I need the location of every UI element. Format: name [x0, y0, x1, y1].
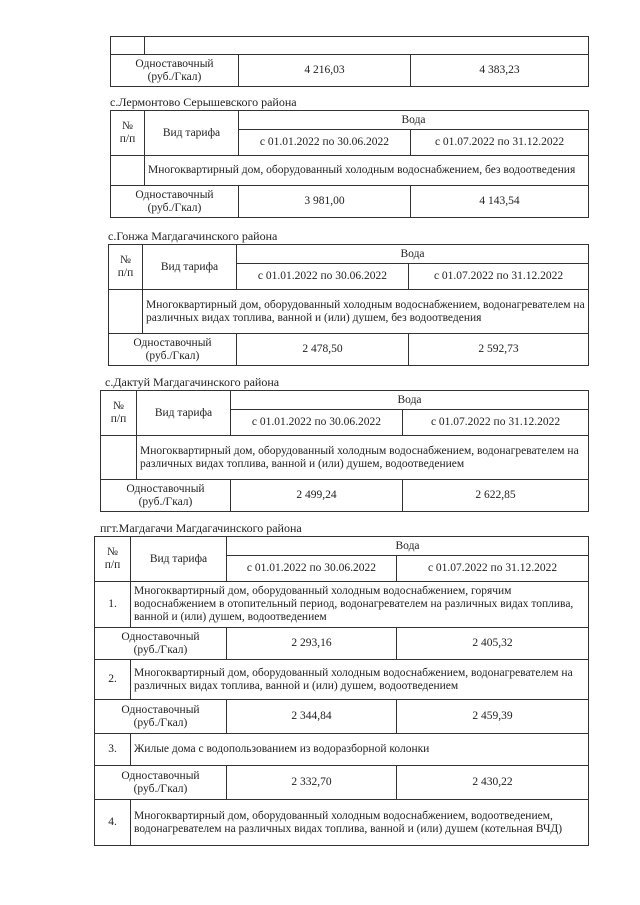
tariff-label: Одноставочный (руб./Гкал) [111, 186, 239, 218]
row-number [101, 436, 137, 480]
header-tariff-type: Вид тарифа [143, 245, 237, 290]
tariff-value-h1: 2 293,16 [227, 628, 397, 660]
tariff-label: Одноставочный (руб./Гкал) [95, 628, 227, 660]
tariff-table [100, 390, 589, 512]
tariff-label: Одноставочный (руб./Гкал) [109, 334, 237, 366]
header-period-1: с 01.01.2022 по 30.06.2022 [239, 130, 411, 156]
header-period-2: с 01.07.2022 по 31.12.2022 [403, 410, 589, 436]
tariff-value-h2: 2 622,85 [403, 480, 589, 512]
header-water: Вода [231, 391, 589, 410]
tariff-value-h2: 2 592,73 [409, 334, 589, 366]
tariff-label: Одноставочный (руб./Гкал) [95, 700, 227, 734]
tariff-label: Одноставочный (руб./Гкал) [101, 480, 231, 512]
section-title: с.Лермонтово Серышевского района [110, 95, 297, 109]
row-number: 3. [95, 734, 131, 766]
header-water: Вода [237, 245, 589, 264]
header-period-2: с 01.07.2022 по 31.12.2022 [411, 130, 589, 156]
row-description: Жилые дома с водопользованием из водоразборной колонки [131, 734, 589, 766]
header-period-2: с 01.07.2022 по 31.12.2022 [409, 264, 589, 290]
tariff-value-h1: 3 981,00 [239, 186, 411, 218]
header-number: № п/п [111, 111, 145, 156]
row-number: 4. [95, 800, 131, 846]
row-description: Многоквартирный дом, оборудованный холодным водоснабжением, водонагревателем на различных видах топлива, ванной и (или) душем, водоотведением [137, 436, 589, 480]
section-title: пгт.Магдагачи Магдагачинского района [100, 521, 302, 535]
tariff-value-h2: 2 459,39 [397, 700, 589, 734]
header-water: Вода [227, 537, 589, 556]
row-description: Многоквартирный дом, оборудованный холодным водоснабжением, без водоотведения [145, 156, 589, 186]
tariff-table [108, 244, 589, 366]
section-title: с.Гонжа Магдагачинского района [108, 229, 278, 243]
row-number: 1. [95, 582, 131, 628]
row-number: 2. [95, 660, 131, 700]
header-number: № п/п [101, 391, 137, 436]
tariff-value-h1: 2 332,70 [227, 766, 397, 800]
row-description: Многоквартирный дом, оборудованный холодным водоснабжением, водоотведением, водонагревателем на различных видах топлива, ванной и (или) душем (котельная ВЧД) [131, 800, 589, 846]
header-tariff-type: Вид тарифа [137, 391, 231, 436]
tariff-value-h1: 4 216,03 [239, 55, 411, 87]
tariff-table [110, 110, 589, 218]
tariff-value-h2: 4 143,54 [411, 186, 589, 218]
top-tariff-table [110, 36, 589, 87]
header-number: № п/п [95, 537, 131, 582]
header-water: Вода [239, 111, 589, 130]
header-period-2: с 01.07.2022 по 31.12.2022 [397, 556, 589, 582]
tariff-table [94, 536, 589, 846]
row-description: Многоквартирный дом, оборудованный холодным водоснабжением, горячим водоснабжением в отопительный период, водонагревателем на различных видах топлива, ванной и (или) душем, водоотведением [131, 582, 589, 628]
header-tariff-type: Вид тарифа [145, 111, 239, 156]
section-title: с.Дактуй Магдагачинского района [105, 375, 280, 389]
header-tariff-type: Вид тарифа [131, 537, 227, 582]
row-number [111, 156, 145, 186]
tariff-value-h2: 2 405,32 [397, 628, 589, 660]
tariff-label: Одноставочный (руб./Гкал) [95, 766, 227, 800]
row-number [109, 290, 143, 334]
row-description: Многоквартирный дом, оборудованный холодным водоснабжением, водонагревателем на различных видах топлива, ванной и (или) душем, водоотведением [131, 660, 589, 700]
tariff-value-h2: 2 430,22 [397, 766, 589, 800]
header-period-1: с 01.01.2022 по 30.06.2022 [227, 556, 397, 582]
tariff-label: Одноставочный (руб./Гкал) [111, 55, 239, 87]
tariff-value-h1: 2 478,50 [237, 334, 409, 366]
header-period-1: с 01.01.2022 по 30.06.2022 [237, 264, 409, 290]
tariff-value-h2: 4 383,23 [411, 55, 589, 87]
tariff-value-h1: 2 499,24 [231, 480, 403, 512]
row-description: Многоквартирный дом, оборудованный холодным водоснабжением, водонагревателем на различных видах топлива, ванной и (или) душем, без водоотведения [143, 290, 589, 334]
header-period-1: с 01.01.2022 по 30.06.2022 [231, 410, 403, 436]
tariff-value-h1: 2 344,84 [227, 700, 397, 734]
header-number: № п/п [109, 245, 143, 290]
